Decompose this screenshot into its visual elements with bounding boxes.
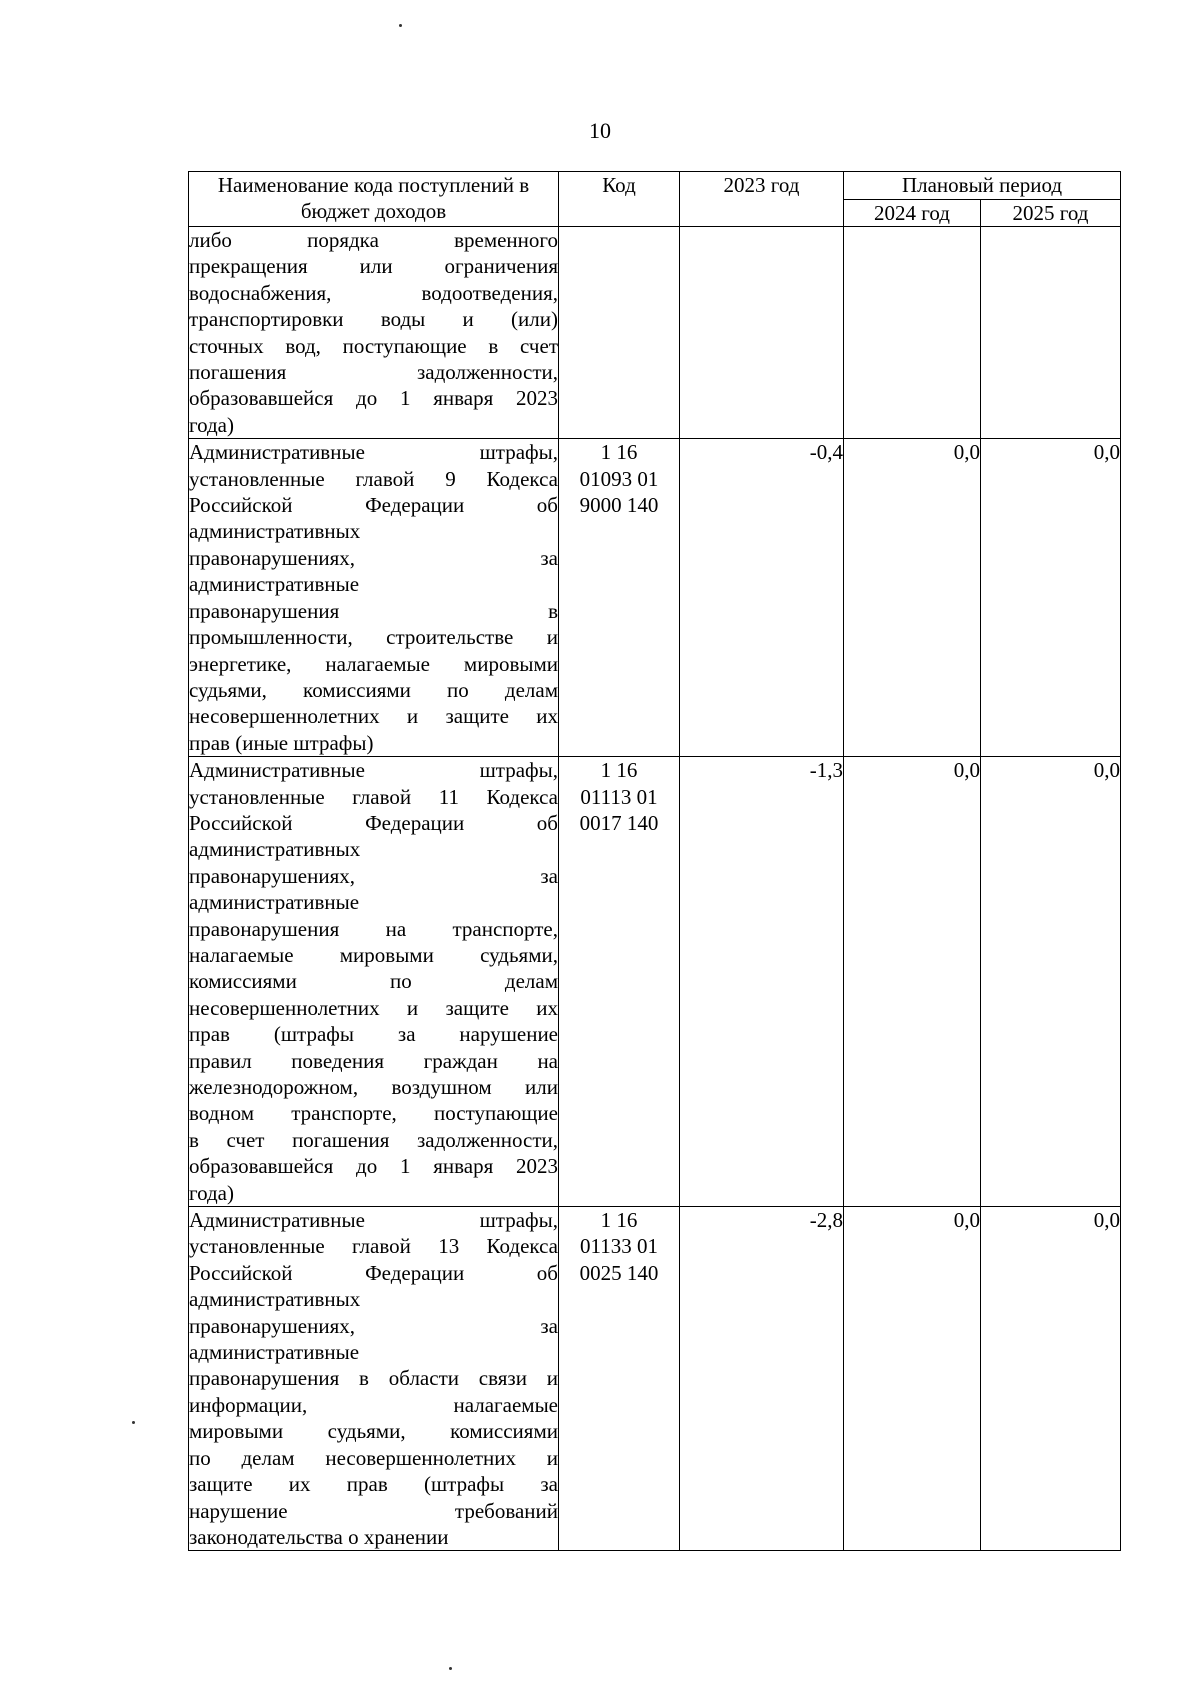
- amount-2023-cell: -2,8: [680, 1207, 844, 1551]
- table-row: [189, 1207, 1121, 1551]
- header-year-2024: 2024 год: [844, 200, 981, 227]
- revenue-name-line: информации, налагаемые: [189, 1392, 558, 1417]
- revenue-name-line: правонарушения на транспорте,: [189, 916, 558, 941]
- amount-2025-cell: 0,0: [981, 1207, 1121, 1551]
- revenue-name-line: в счет погашения задолженности,: [189, 1127, 558, 1152]
- revenue-name-line: административных: [189, 1287, 361, 1312]
- revenue-name-line: Административные штрафы,: [189, 440, 558, 465]
- scan-speck-bottom: [449, 1667, 452, 1670]
- revenue-code-line: 01093 01: [579, 466, 659, 491]
- amount-2023-cell: -1,3: [680, 757, 844, 1207]
- header-code: Код: [559, 172, 680, 227]
- revenue-name-line: прекращения или ограничения: [189, 254, 558, 279]
- revenue-name-line: водном транспорте, поступающие: [189, 1101, 558, 1126]
- revenue-name-line: промышленности, строительстве и: [189, 625, 558, 650]
- revenue-code-line: 1 16: [600, 758, 638, 783]
- revenue-code-line: 9000 140: [579, 493, 659, 518]
- header-plan-period: Плановый период: [844, 172, 1121, 200]
- revenue-name-line: Российской Федерации об: [189, 1260, 558, 1285]
- revenue-name-line: установленные главой 9 Кодекса: [189, 466, 558, 491]
- table-row: [189, 227, 1121, 439]
- revenue-name-line: железнодорожном, воздушном или: [189, 1075, 558, 1099]
- amount-2023-cell: [680, 227, 844, 439]
- revenue-name-cell: [189, 757, 559, 1207]
- revenue-name-line: административные: [189, 890, 360, 915]
- revenue-name-line: мировыми судьями, комиссиями: [189, 1419, 558, 1444]
- revenue-name-line: законодательства о хранении: [189, 1524, 449, 1549]
- amount-2024-cell: 0,0: [844, 1207, 981, 1551]
- revenue-code-line: 01113 01: [580, 784, 658, 809]
- revenue-name-line: правил поведения граждан на: [189, 1048, 558, 1073]
- revenue-name-line: правонарушениях, за: [189, 863, 558, 888]
- revenue-name-line: прав (штрафы за нарушение: [189, 1022, 558, 1047]
- revenue-code-line: 01133 01: [580, 1234, 658, 1259]
- revenue-name-line: сточных вод, поступающие в счет: [189, 333, 558, 358]
- amount-2025-cell: 0,0: [981, 757, 1121, 1207]
- header-name: Наименование кода поступлений в бюджет доходов: [189, 172, 559, 227]
- revenue-name-line: Российской Федерации об: [189, 810, 558, 835]
- revenue-table: [188, 171, 1121, 1551]
- revenue-name-line: по делам несовершеннолетних и: [189, 1445, 558, 1470]
- revenue-name-cell: [189, 439, 559, 757]
- amount-2024-cell: [844, 227, 981, 439]
- amount-2023-cell: -0,4: [680, 439, 844, 757]
- revenue-name-line: несовершеннолетних и защите их: [189, 995, 558, 1020]
- revenue-name-cell: [189, 227, 559, 439]
- scan-speck-left: [132, 1421, 135, 1424]
- revenue-code-line: 1 16: [600, 440, 638, 465]
- revenue-name-line: водоснабжения, водоотведения,: [189, 280, 558, 305]
- revenue-name-line: административные: [189, 572, 360, 597]
- revenue-name-line: энергетике, налагаемые мировыми: [189, 651, 558, 676]
- revenue-name-line: защите их прав (штрафы за: [189, 1472, 558, 1497]
- revenue-name-line: образовавшейся до 1 января 2023: [189, 1154, 558, 1179]
- revenue-name-line: правонарушениях, за: [189, 545, 558, 570]
- revenue-name-line: административные: [189, 1340, 360, 1365]
- revenue-name-line: транспортировки воды и (или): [189, 307, 558, 332]
- revenue-name-line: Российской Федерации об: [189, 493, 558, 518]
- revenue-name-line: образовавшейся до 1 января 2023: [189, 386, 558, 411]
- revenue-code-cell: [559, 227, 680, 439]
- revenue-name-line: судьями, комиссиями по делам: [189, 677, 558, 702]
- revenue-code-cell: [559, 439, 680, 757]
- revenue-code-line: 0025 140: [579, 1260, 659, 1285]
- revenue-name-line: правонарушениях, за: [189, 1313, 558, 1338]
- revenue-name-line: года): [189, 412, 234, 437]
- amount-2024-cell: 0,0: [844, 757, 981, 1207]
- revenue-name-line: прав (иные штрафы): [189, 730, 374, 755]
- revenue-code-cell: [559, 757, 680, 1207]
- table-row: [189, 757, 1121, 1207]
- revenue-name-line: Административные штрафы,: [189, 1208, 558, 1233]
- revenue-name-cell: [189, 1207, 559, 1551]
- revenue-code-line: 0017 140: [579, 810, 659, 835]
- amount-2025-cell: [981, 227, 1121, 439]
- revenue-code-line: 1 16: [600, 1208, 638, 1233]
- page-number: 10: [589, 118, 611, 143]
- amount-2024-cell: 0,0: [844, 439, 981, 757]
- revenue-name-line: налагаемые мировыми судьями,: [189, 942, 558, 967]
- revenue-name-line: комиссиями по делам: [189, 969, 558, 994]
- revenue-name-line: года): [189, 1180, 234, 1205]
- revenue-name-line: Административные штрафы,: [189, 758, 558, 783]
- revenue-name-line: установленные главой 13 Кодекса: [189, 1234, 558, 1259]
- revenue-name-line: правонарушения в области связи и: [189, 1366, 558, 1391]
- revenue-name-line: административных: [189, 837, 361, 862]
- table-body: [189, 227, 1121, 1551]
- revenue-name-line: правонарушения в: [189, 598, 558, 623]
- revenue-name-line: установленные главой 11 Кодекса: [189, 784, 558, 809]
- revenue-name-line: несовершеннолетних и защите их: [189, 704, 558, 729]
- table-row: [189, 439, 1121, 757]
- revenue-name-line: либо порядка временного: [189, 228, 558, 252]
- revenue-name-line: нарушение требований: [189, 1498, 558, 1523]
- scan-speck-top: [399, 24, 402, 27]
- amount-2025-cell: 0,0: [981, 439, 1121, 757]
- revenue-code-cell: [559, 1207, 680, 1551]
- revenue-name-line: административных: [189, 519, 361, 544]
- revenue-name-line: погашения задолженности,: [189, 360, 558, 385]
- header-year-2025: 2025 год: [981, 200, 1121, 227]
- header-year-2023: 2023 год: [680, 172, 844, 227]
